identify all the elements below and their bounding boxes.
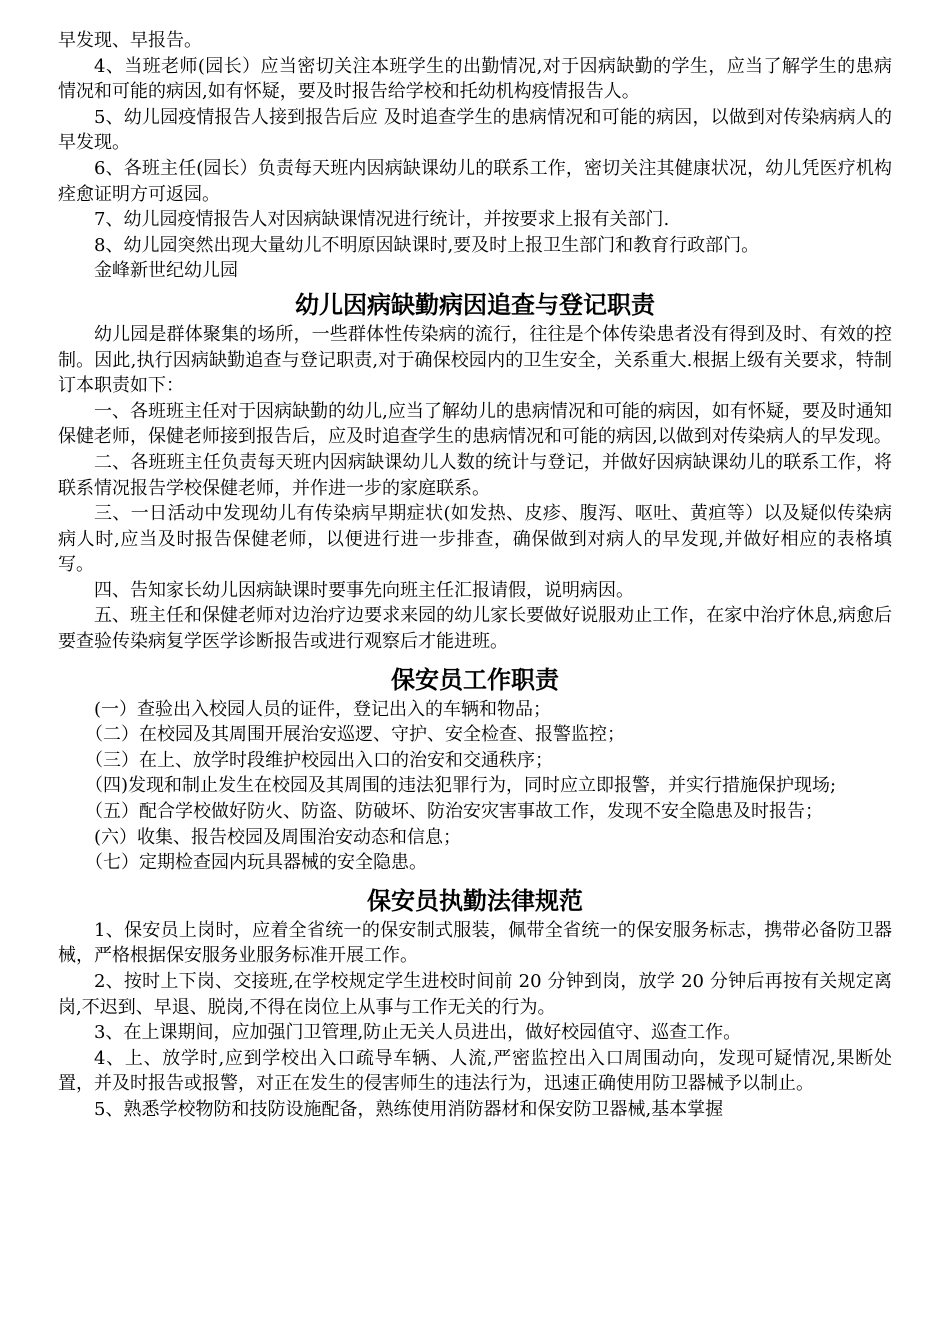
section2-item-1: (一）查验出入校园人员的证件，登记出入的车辆和物品；	[94, 698, 552, 720]
continuation-item-6: 6、各班主任(园长）负责每天班内因病缺课幼儿的联系工作，密切关注其健康状况，幼儿凭医疗机构痊愈证明方可返园。	[58, 157, 892, 205]
section-title-security-duties: 保安员工作职责	[391, 665, 559, 694]
section2-item-3: （三）在上、放学时段维护校园出入口的治安和交通秩序；	[85, 749, 553, 771]
continuation-item-5: 5、幼儿园疫情报告人接到报告后应 及时追查学生的患病情况和可能的病因，以做到对传染病病人的早发现。	[58, 106, 892, 154]
section-title-absence-tracking: 幼儿因病缺勤病因追查与登记职责	[295, 290, 655, 319]
section2-item-6: (六）收集、报告校园及周围治安动态和信息；	[94, 826, 462, 848]
continuation-item-7: 7、幼儿园疫情报告人对因病缺课情况进行统计，并按要求上报有关部门.	[94, 209, 670, 231]
section3-item-4: 4、上、放学时,应到学校出入口疏导车辆、人流,严密监控出入口周围动向，发现可疑情况,果断处置，并及时报告或报警，对正在发生的侵害师生的违法行为，迅速正确使用防卫器械予以制止。	[58, 1047, 892, 1095]
section3-item-2: 2、按时上下岗、交接班,在学校规定学生进校时间前 20 分钟到岗，放学 20 分钟后再按有关规定离岗,不迟到、早退、脱岗,不得在岗位上从事与工作无关的行为。	[58, 971, 892, 1018]
signature-org: 金峰新世纪幼儿园	[94, 260, 238, 282]
section3-item-1: 1、保安员上岗时，应着全省统一的保安制式服装，佩带全省统一的保安服务标志，携带必备防卫器械，严格根据保安服务业服务标准开展工作。	[58, 919, 892, 967]
section2-item-4: （四)发现和制止发生在校园及其周围的违法犯罪行为，同时应立即报警，并实行措施保护现场;	[85, 775, 837, 797]
section1-item-3: 三、一日活动中发现幼儿有传染病早期症状(如发热、皮疹、腹泻、呕吐、黄疸等）以及疑似传染病病人时,应当及时报告保健老师，以便进行进一步排查，确保做到对病人的早发现,并做好相应的表格填写。	[58, 503, 892, 576]
section1-item-4: 四、告知家长幼儿因病缺课时要事先向班主任汇报请假，说明病因。	[94, 579, 634, 601]
continuation-item-8: 8、幼儿园突然出现大量幼儿不明原因缺课时,要及时上报卫生部门和教育行政部门。	[94, 234, 760, 256]
section3-item-3: 3、在上课期间，应加强门卫管理,防止无关人员进出，做好校园值守、巡查工作。	[94, 1022, 742, 1044]
section1-item-1: 一、各班班主任对于因病缺勤的幼儿,应当了解幼儿的患病情况和可能的病因，如有怀疑，要及时通知保健老师，保健老师接到报告后，应及时追查学生的患病情况和可能的病因,以做到对传染病人的早发现。	[58, 400, 892, 448]
continuation-line: 早发现、早报告。	[58, 30, 202, 51]
document-page	[58, 28, 892, 1123]
section1-intro: 幼儿园是群体聚集的场所，一些群体性传染病的流行，往往是个体传染患者没有得到及时、有效的控制。因此,执行因病缺勤追查与登记职责,对于确保校园内的卫生安全，关系重大.根据上级有关要求，特制订本职责如下：	[58, 323, 892, 397]
section1-item-5: 五、班主任和保健老师对边治疗边要求来园的幼儿家长要做好说服劝止工作，在家中治疗休息,病愈后要查验传染病复学医学诊断报告或进行观察后才能进班。	[58, 605, 892, 653]
continuation-item-4: 4、当班老师(园长）应当密切关注本班学生的出勤情况,对于因病缺勤的学生，应当了解学生的患病情况和可能的病因,如有怀疑，要及时报告给学校和托幼机构疫情报告人。	[58, 55, 892, 103]
section2-item-7: （七）定期检查园内玩具器械的安全隐患。	[85, 852, 427, 874]
section2-item-5: （五）配合学校做好防火、防盗、防破坏、防治安灾害事故工作，发现不安全隐患及时报告；	[85, 801, 823, 823]
section1-item-2: 二、各班班主任负责每天班内因病缺课幼儿人数的统计与登记，并做好因病缺课幼儿的联系工作，将联系情况报告学校保健老师，并作进一步的家庭联系。	[58, 451, 892, 499]
section2-item-2: （二）在校园及其周围开展治安巡逻、守护、安全检查、报警监控；	[85, 724, 625, 746]
section-title-security-legal-norms: 保安员执勤法律规范	[367, 886, 583, 915]
section3-item-5: 5、熟悉学校物防和技防设施配备，熟练使用消防器材和保安防卫器械,基本掌握	[94, 1098, 724, 1120]
